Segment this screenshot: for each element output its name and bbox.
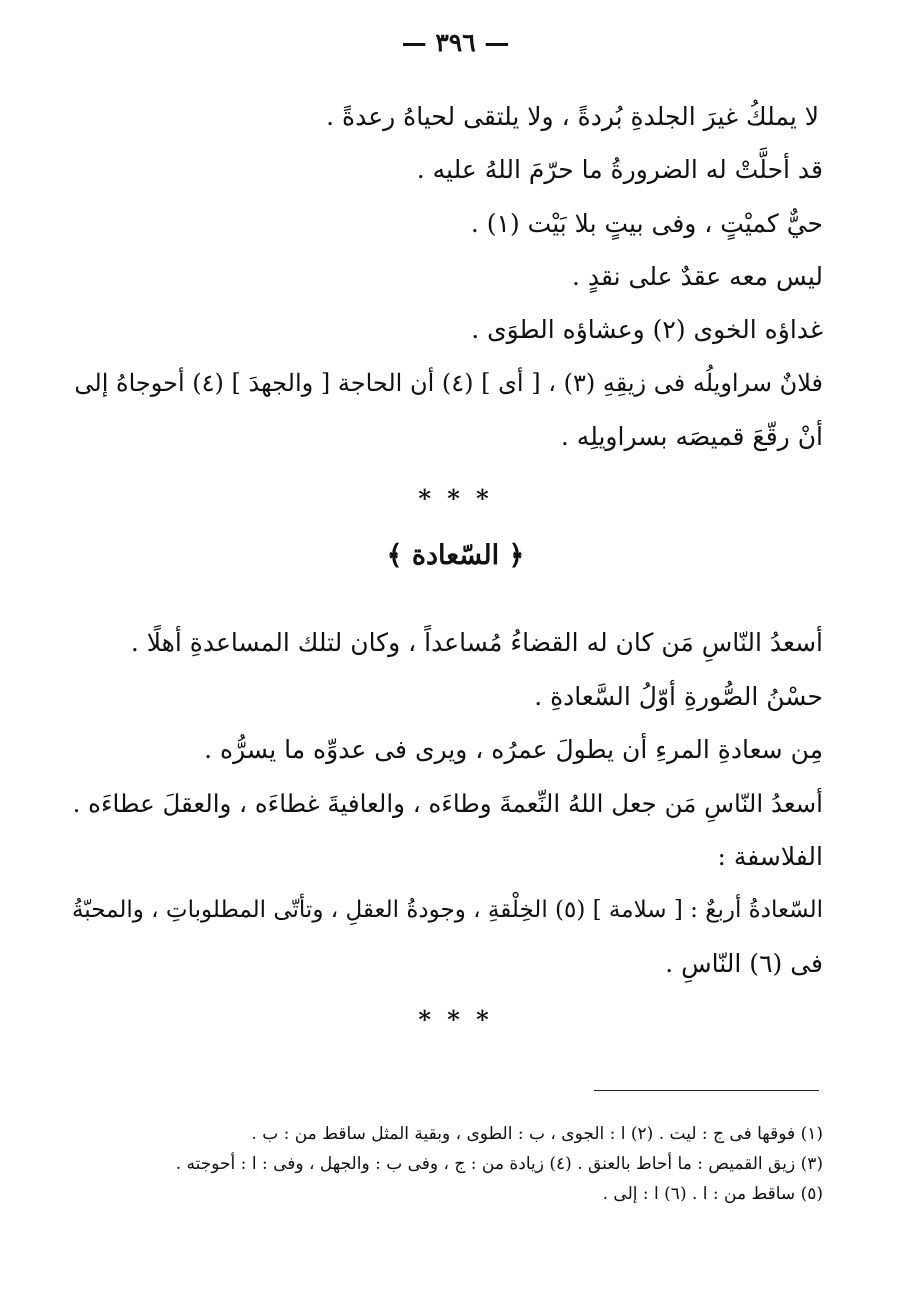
text-line: أسعدُ النّاسِ مَن جعل اللهُ النِّعمةَ وطاءَه ، والعافيةَ غطاءَه ، والعقلَ عطاءَه . xyxy=(72,789,823,818)
text-line: فى (٦) النّاسِ . xyxy=(665,949,823,978)
asterisk-separator: * * * xyxy=(418,1005,493,1034)
text-line: الفلاسفة : xyxy=(717,842,823,871)
page-number: — ٣٩٦ — xyxy=(401,28,510,57)
section-heading: ﴿ السّعادة ﴾ xyxy=(386,540,525,571)
text-line: قد أحلَّتْ له الضرورةُ ما حرّمَ اللهُ عليه . xyxy=(416,155,823,184)
footnote-line: (١) فوقها فى ج : ليت . (٢) ا : الجوى ، ب : الطوى ، وبقية المثل ساقط من : ب . xyxy=(251,1124,823,1144)
text-line: لا يملكُ غيرَ الجلدةِ بُردةً ، ولا يلتقى لحياهُ رعدةً . xyxy=(326,102,819,131)
text-line: فلانٌ سراويلُه فى زيقِهِ (٣) ، [ أى ] (٤) أن الحاجة [ والجهدَ ] (٤) أحوجاهُ إلى xyxy=(74,369,823,397)
footnote-line: (٥) ساقط من : ا . (٦) ا : إلى . xyxy=(602,1184,823,1204)
text-line: أسعدُ النّاسِ مَن كان له القضاءُ مُساعداً ، وكان لتلك المساعدةِ أهلًا . xyxy=(130,628,823,657)
footnote-line: (٣) زيق القميص : ما أحاط بالعنق . (٤) زيادة من : ج ، وفى ب : والجهل ، وفى : ا : أحوجته . xyxy=(175,1154,823,1174)
asterisk-separator: * * * xyxy=(418,484,493,513)
text-line: أنْ رقّعَ قميصَه بسراويلِه . xyxy=(560,422,823,451)
text-line: ليس معه عقدٌ على نقدٍ . xyxy=(571,262,823,291)
text-line: حسْنُ الصُّورةِ أوّلُ السَّعادةِ . xyxy=(534,682,823,711)
text-line: غداؤه الخوى (٢) وعشاؤه الطوَى . xyxy=(471,315,823,344)
text-line: السّعادةُ أربعٌ : [ سلامة ] (٥) الخِلْقةِ ، وجودةُ العقلِ ، وتأتّى المطلوباتِ ، والمحبّةُ xyxy=(71,897,823,923)
text-line: مِن سعادةِ المرءِ أن يطولَ عمرُه ، ويرى فى عدوِّه ما يسرُّه . xyxy=(204,735,823,764)
text-line: حيٌّ كميْتٍ ، وفى بيتٍ بلا بَيْت (١) . xyxy=(470,209,823,238)
footnote-divider xyxy=(594,1090,819,1091)
